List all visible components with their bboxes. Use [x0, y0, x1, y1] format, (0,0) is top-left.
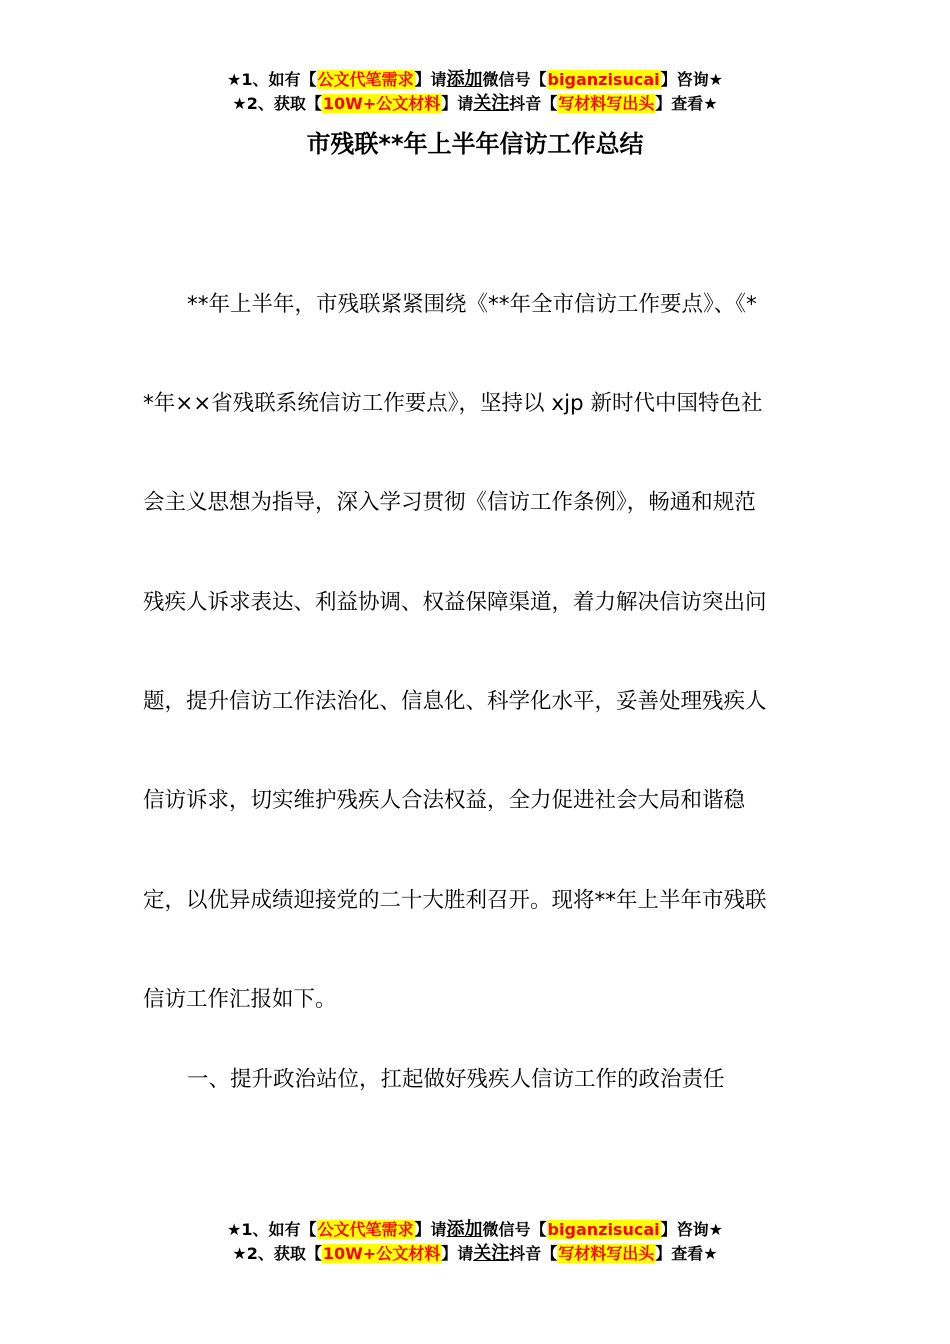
banner-highlight: 10W+公文材料 [322, 1244, 441, 1263]
banner-text: ★2、获取【 [232, 1244, 322, 1263]
banner-text: 】请 [441, 94, 474, 113]
paragraph-line: 残疾人诉求表达、利益协调、权益保障渠道，着力解决信访突出问 [143, 590, 767, 615]
paragraph-line: 会主义思想为指导，深入学习贯彻《信访工作条例》，畅通和规范 [143, 490, 756, 515]
banner-underline: 关注 [473, 93, 510, 114]
banner-text: 微信号【 [482, 70, 547, 89]
banner-highlight: biganzisucai [547, 70, 660, 89]
banner-highlight: 写材料写出头 [558, 94, 655, 113]
banner-underline: 添加 [446, 69, 483, 90]
banner-text: ★1、如有【 [227, 70, 317, 89]
banner-text: 】请 [414, 70, 447, 89]
banner-text: 抖音【 [509, 1244, 558, 1263]
top-banner [0, 68, 950, 116]
banner-text: 】咨询★ [660, 1220, 723, 1239]
banner-underline: 添加 [446, 1219, 483, 1240]
banner-text: 抖音【 [509, 94, 558, 113]
banner-underline: 关注 [473, 1243, 510, 1264]
banner-text: 】请 [414, 1220, 447, 1239]
paragraph-line: 定，以优异成绩迎接党的二十大胜利召开。现将**年上半年市残联 [143, 888, 767, 913]
banner-line-1 [0, 68, 950, 92]
banner-line-2 [0, 1242, 950, 1266]
section-heading: 一、提升政治站位，扛起做好残疾人信访工作的政治责任 [187, 1067, 725, 1092]
bottom-banner [0, 1218, 950, 1266]
banner-highlight: 10W+公文材料 [322, 94, 441, 113]
paragraph-line: 题，提升信访工作法治化、信息化、科学化水平，妥善处理残疾人 [143, 689, 767, 714]
banner-text: 】查看★ [655, 1244, 718, 1263]
banner-text: 】请 [441, 1244, 474, 1263]
banner-highlight: biganzisucai [547, 1220, 660, 1239]
paragraph-line: 信访工作汇报如下。 [143, 987, 337, 1012]
banner-highlight: 公文代笔需求 [317, 70, 414, 89]
banner-text: 微信号【 [482, 1220, 547, 1239]
banner-highlight: 写材料写出头 [558, 1244, 655, 1263]
banner-line-1 [0, 1218, 950, 1242]
banner-line-2 [0, 92, 950, 116]
paragraph-line: **年上半年，市残联紧紧围绕《**年全市信访工作要点》、《* [187, 292, 757, 317]
banner-text: ★1、如有【 [227, 1220, 317, 1239]
page-title: 市残联**年上半年信访工作总结 [306, 130, 644, 158]
banner-highlight: 公文代笔需求 [317, 1220, 414, 1239]
paragraph-line: *年××省残联系统信访工作要点》，坚持以 xjp 新时代中国特色社 [143, 391, 763, 416]
banner-text: 】查看★ [655, 94, 718, 113]
banner-text: 】咨询★ [660, 70, 723, 89]
banner-text: ★2、获取【 [232, 94, 322, 113]
paragraph-line: 信访诉求，切实维护残疾人合法权益，全力促进社会大局和谐稳 [143, 788, 746, 813]
